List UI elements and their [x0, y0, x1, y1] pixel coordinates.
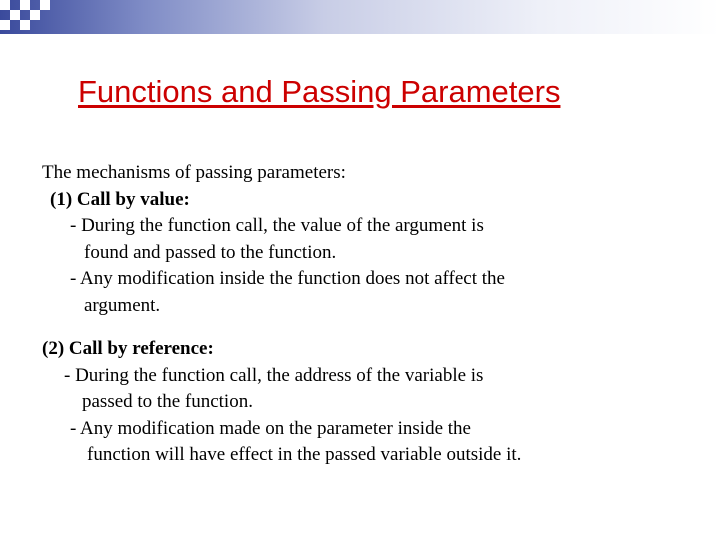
decorative-square	[40, 0, 50, 10]
decorative-square	[30, 10, 40, 20]
slide-title: Functions and Passing Parameters	[78, 74, 561, 109]
section1-heading: (1) Call by value:	[50, 188, 190, 210]
section1-line: - During the function call, the value of the argument is	[70, 215, 484, 236]
decorative-square	[10, 10, 20, 20]
section1-line: - Any modification inside the function does not affect the	[70, 268, 505, 289]
decorative-square	[20, 20, 30, 30]
slide-body	[42, 160, 521, 469]
intro-text: The mechanisms of passing parameters:	[42, 162, 346, 183]
decorative-square	[0, 0, 10, 10]
section2-line: - Any modification made on the parameter inside the	[70, 417, 471, 439]
section2-heading: (2) Call by reference:	[42, 338, 214, 359]
section-gap	[42, 319, 521, 336]
section2-line: - During the function call, the address of the variable is	[64, 364, 484, 386]
section1-line: found and passed to the function.	[84, 241, 337, 263]
decorative-square	[20, 0, 30, 10]
decorative-square	[0, 20, 10, 30]
section2-line: passed to the function.	[82, 391, 253, 412]
header-gradient-band	[0, 0, 720, 34]
section1-line: argument.	[84, 294, 161, 316]
section2-line: function will have effect in the passed variable outside it.	[87, 444, 522, 465]
